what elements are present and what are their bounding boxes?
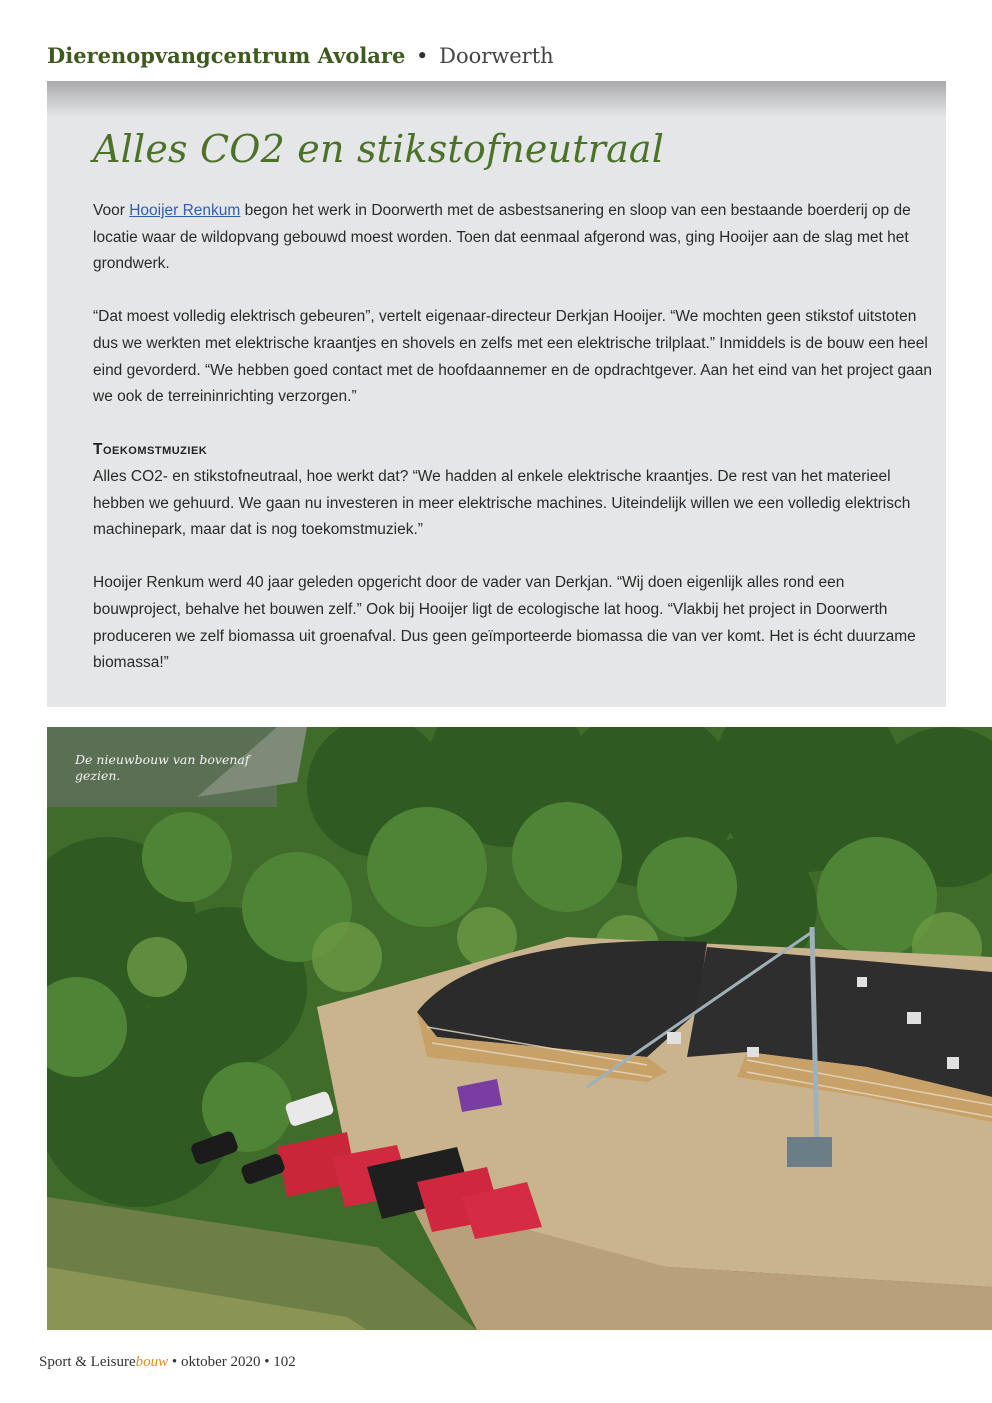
p1-rest: begon het werk in Doorwerth met de asbestsanering en sloop van een bestaande boerderij op de locatie waar de wildopvang gebouwd moest worden. Toen dat eenmaal afgerond was, ging Hooijer aan de slag met het grondwerk.	[93, 202, 911, 273]
p1-intro: Voor	[93, 202, 130, 219]
subheading: Toekomstmuziek	[93, 441, 208, 459]
paragraph-3: Alles CO2- en stikstofneutraal, hoe werkt dat? “We hadden al enkele elektrische kraantjes. De rest van het materieel hebben we gehuurd. We gaan nu investeren in meer elektrische machines. Uiteindelijk willen we een volledig elektrisch machinepark, maar dat is nog toekomstmuziek.”	[93, 467, 911, 539]
paragraph-1	[93, 198, 933, 278]
paragraph-2: “Dat moest volledig elektrisch gebeuren”, vertelt eigenaar-directeur Derkjan Hooijer. “We mochten geen stikstof uitstoten dus we werkten met elektrische kraantjes en shovels en zelfs met een elektrische trilplaat.” Inmiddels is de bouw een heel eind gevorderd. “We hebben goed contact met de hoofdaannemer en de opdrachtgever. Aan het eind van het project gaan we ook de terreininrichting verzorgen.”	[93, 308, 933, 406]
brand-suffix: bouw	[135, 1354, 169, 1370]
aerial-photo-illustration	[47, 727, 992, 1330]
paragraph-4: Hooijer Renkum werd 40 jaar geleden opgericht door de vader van Derkjan. “Wij doen eigenlijk alles rond een bouwproject, behalve het bouwen zelf.” Ook bij Hooijer ligt de ecologische lat hoog. “Vlakbij het project in Doorwerth produceren we zelf biomassa uit groenafval. Dus geen geïmporteerde biomassa die van ver komt. Het is écht duurzame biomassa!”	[93, 574, 916, 672]
photo-caption: De nieuwbouw van bovenaf gezien.	[75, 752, 250, 783]
aerial-photo	[47, 727, 992, 1330]
issue-date: oktober 2020	[180, 1354, 261, 1370]
page-number: 102	[273, 1354, 296, 1370]
brand-name: Sport & Leisure	[39, 1354, 136, 1370]
page-footer	[39, 1352, 296, 1372]
header-separator: •	[416, 44, 429, 68]
running-head	[47, 42, 554, 70]
footer-separator: •	[171, 1354, 178, 1370]
location-label: Doorwerth	[439, 44, 554, 68]
article-body	[93, 198, 933, 703]
article-box	[47, 81, 946, 707]
section-title: Dierenopvangcentrum Avolare	[47, 43, 406, 68]
box-top-shade	[47, 81, 946, 117]
article-headline: Alles CO2 en stikstofneutraal	[93, 127, 665, 171]
footer-separator: •	[264, 1354, 270, 1370]
hooijer-renkum-link[interactable]: Hooijer Renkum	[129, 202, 241, 219]
